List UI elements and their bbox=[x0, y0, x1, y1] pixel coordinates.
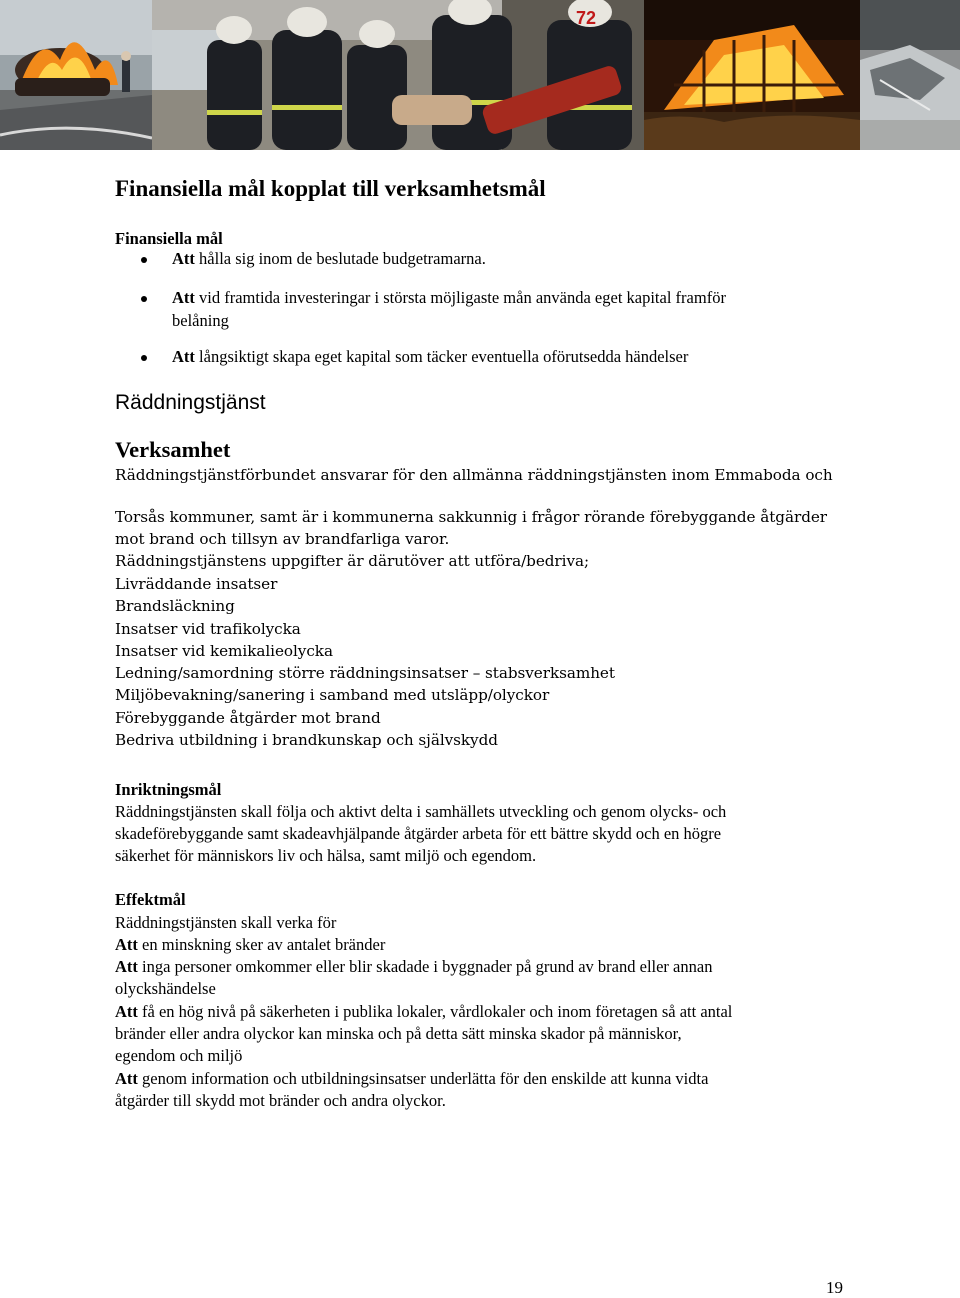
page-title: Finansiella mål kopplat till verksamhetsmål bbox=[115, 176, 546, 201]
header-photo-banner bbox=[0, 0, 960, 150]
wrecked-car-photo bbox=[860, 0, 960, 150]
list-item: Att långsiktigt skapa eget kapital som täcker eventuella oförutsedda händelser bbox=[172, 347, 689, 366]
effekt-item: Att genom information och utbildningsinsatser underlätta för den enskilde att kunna vidta bbox=[115, 1069, 709, 1088]
effekt-item: Att få en hög nivå på säkerheten i publika lokaler, vårdlokaler och inom företagen så att antal bbox=[115, 1002, 733, 1021]
text-line: mot brand och tillsyn av brandfarliga varor. bbox=[115, 530, 450, 548]
list-item-continuation: belåning bbox=[172, 311, 229, 330]
effekt-heading: Effektmål bbox=[115, 890, 186, 909]
page-number: 19 bbox=[826, 1278, 843, 1297]
finansiella-heading: Finansiella mål bbox=[115, 229, 223, 248]
text-line: Torsås kommuner, samt är i kommunerna sakkunnig i frågor rörande förebyggande åtgärder bbox=[115, 508, 828, 526]
effekt-item-continuation: egendom och miljö bbox=[115, 1046, 243, 1065]
text-line: Räddningstjänstens uppgifter är därutöver att utföra/bedriva; bbox=[115, 552, 590, 570]
text-line: Räddningstjänsten skall verka för bbox=[115, 913, 337, 932]
text-line: Brandsläckning bbox=[115, 597, 235, 615]
effekt-item-continuation: åtgärder till skydd mot bränder och andra olyckor. bbox=[115, 1091, 446, 1110]
verksamhet-heading: Verksamhet bbox=[115, 437, 231, 462]
text-line: Förebyggande åtgärder mot brand bbox=[115, 709, 381, 727]
inriktning-heading: Inriktningsmål bbox=[115, 780, 222, 799]
car-fire-photo bbox=[0, 0, 152, 150]
effekt-item: Att en minskning sker av antalet bränder bbox=[115, 935, 386, 954]
effekt-item: Att inga personer omkommer eller blir skadade i byggnader på grund av brand eller annan bbox=[115, 957, 713, 976]
bullet-icon bbox=[141, 296, 147, 302]
text-line: Insatser vid kemikalieolycka bbox=[115, 642, 333, 660]
text-line: Räddningstjänsten skall följa och aktivt delta i samhällets utveckling och genom olycks- och bbox=[115, 802, 727, 821]
bullet-icon bbox=[141, 355, 147, 361]
text-line: Ledning/samordning större räddningsinsatser – stabsverksamhet bbox=[115, 664, 615, 682]
text-line: Räddningstjänstförbundet ansvarar för den allmänna räddningstjänsten inom Emmaboda och bbox=[115, 466, 833, 484]
text-line: skadeförebyggande samt skadeavhjälpande åtgärder arbeta för ett bättre skydd och en högre bbox=[115, 824, 722, 843]
house-fire-photo bbox=[644, 0, 860, 150]
effekt-item-continuation: bränder eller andra olyckor kan minska och på detta sätt minska skador på människor, bbox=[115, 1024, 682, 1043]
list-item: Att vid framtida investeringar i största möjligaste mån använda eget kapital framför bbox=[172, 288, 726, 307]
svg-text:72: 72 bbox=[576, 8, 597, 28]
text-line: säkerhet för människors liv och hälsa, samt miljö och egendom. bbox=[115, 846, 537, 865]
text-line: Insatser vid trafikolycka bbox=[115, 620, 301, 638]
section-heading: Räddningstjänst bbox=[115, 391, 266, 414]
bullet-icon bbox=[141, 257, 147, 263]
text-line: Miljöbevakning/sanering i samband med utsläpp/olyckor bbox=[115, 686, 550, 704]
rescue-team-photo bbox=[152, 0, 644, 150]
list-item: Att hålla sig inom de beslutade budgetramarna. bbox=[172, 249, 486, 268]
text-line: Bedriva utbildning i brandkunskap och självskydd bbox=[115, 731, 498, 749]
text-line: Livräddande insatser bbox=[115, 575, 278, 593]
effekt-item-continuation: olyckshändelse bbox=[115, 979, 216, 998]
